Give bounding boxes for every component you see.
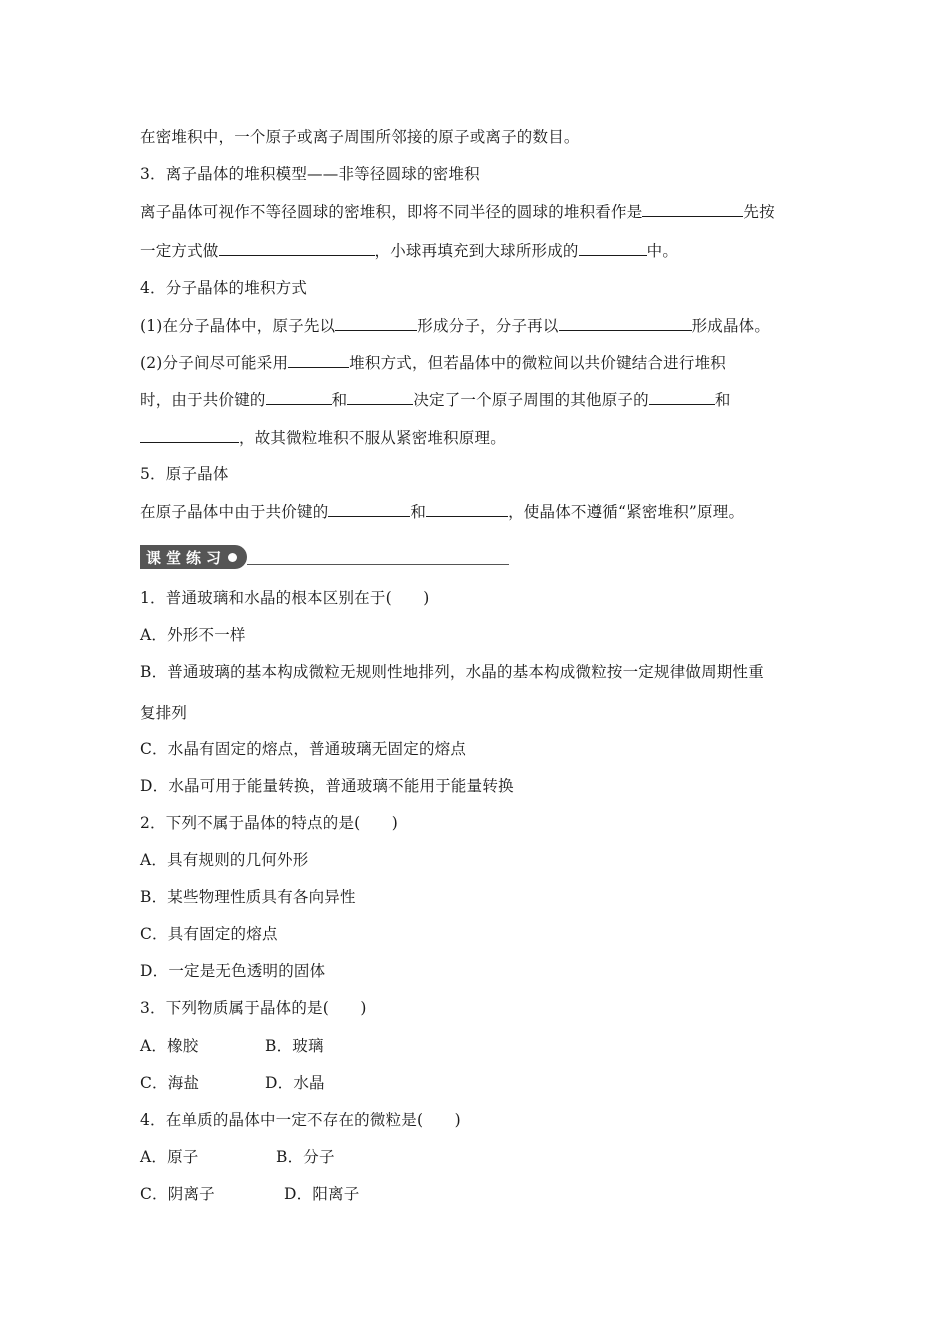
text: 堆积方式，但若晶体中的微粒间以共价键结合进行堆积 [349,354,726,372]
text: (1)在分子晶体中，原子先以 [140,317,336,335]
text-line [140,352,726,373]
section-banner [140,545,509,569]
text: ，小球再填充到大球所形成的 [374,242,579,260]
option-a[interactable]: A．原子 [140,1148,199,1166]
fill-blank[interactable] [347,389,413,405]
fill-blank[interactable] [642,201,743,217]
heading-atomic-crystal [140,464,229,484]
fill-blank[interactable] [335,315,417,331]
option-b[interactable]: B．玻璃 [265,1037,324,1055]
options-row [140,1147,335,1167]
text-line [140,240,678,261]
text: ，使晶体不遵循“紧密堆积”原理。 [508,503,745,521]
text: 离子晶体可视作不等径圆球的密堆积，即将不同半径的圆球的堆积看作是 [140,203,643,221]
text: 形成分子，分子再以 [417,317,559,335]
fill-blank[interactable] [559,315,692,331]
text: 3．离子晶体的堆积模型——非等径圆球的密堆积 [140,165,480,183]
fill-blank[interactable] [579,240,647,256]
options-row [140,1184,359,1204]
text: 和 [331,391,348,409]
option-c[interactable]: C．海盐 [140,1074,200,1092]
fill-blank[interactable] [219,240,375,256]
text-line [140,127,580,147]
question-text: 3．下列物质属于晶体的是( ) [140,999,367,1017]
option-text: C．水晶有固定的熔点，普通玻璃无固定的熔点 [140,740,467,758]
text: 中。 [646,242,679,260]
text: ，故其微粒堆积不服从紧密堆积原理。 [239,429,506,447]
section-rule [247,564,509,565]
fill-blank[interactable] [649,389,715,405]
section-title-box [140,545,247,569]
text: 4．分子晶体的堆积方式 [140,279,308,297]
fill-blank[interactable] [266,389,332,405]
question-2 [140,813,398,833]
question-text: 2．下列不属于晶体的特点的是( ) [140,814,399,832]
option-b-continued [140,703,187,723]
text: 先按 [743,203,775,221]
text: 5．原子晶体 [140,465,229,483]
fill-blank[interactable] [426,501,508,517]
fill-blank[interactable] [288,352,349,368]
question-3 [140,998,367,1018]
text: 和 [410,503,427,521]
bullet-dot-icon [228,553,237,562]
text-line [140,201,775,222]
text: 决定了一个原子周围的其他原子的 [413,391,649,409]
option-text: A．具有规则的几何外形 [140,851,309,869]
question-text: 1．普通玻璃和水晶的根本区别在于( ) [140,589,430,607]
text-line [140,501,744,522]
heading-ionic-crystal-packing [140,164,480,184]
section-title: 课堂练习 [146,548,227,567]
text: 时，由于共价键的 [140,391,266,409]
fill-blank[interactable] [140,427,239,443]
option-b[interactable]: B．分子 [276,1148,335,1166]
heading-molecular-crystal-packing [140,278,307,298]
text-line [140,389,731,410]
option-b[interactable] [140,887,356,907]
question-text: 4．在单质的晶体中一定不存在的微粒是( ) [140,1111,461,1129]
options-row [140,1073,325,1093]
option-c[interactable] [140,739,466,759]
text: (2)分子间尽可能采用 [140,354,289,372]
question-1 [140,588,429,608]
text: 和 [714,391,731,409]
text: 形成晶体。 [691,317,771,335]
text: 在原子晶体中由于共价键的 [140,503,329,521]
option-a[interactable] [140,850,308,870]
option-text: B．普通玻璃的基本构成微粒无规则性地排列，水晶的基本构成微粒按一定规律做周期性重 [140,663,764,681]
option-a[interactable]: A．橡胶 [140,1037,199,1055]
options-row [140,1036,324,1056]
option-text: A．外形不一样 [140,626,246,644]
fill-blank[interactable] [328,501,410,517]
option-b[interactable] [140,662,764,682]
question-4 [140,1110,461,1130]
text: 一定方式做 [140,242,219,260]
option-d[interactable]: D．水晶 [265,1074,325,1092]
option-text: 复排列 [140,704,188,722]
option-d[interactable] [140,961,325,981]
text-line [140,427,506,448]
option-d[interactable]: D．阳离子 [284,1185,360,1203]
option-a[interactable] [140,625,246,645]
option-c[interactable] [140,924,278,944]
option-c[interactable]: C．阴离子 [140,1185,215,1203]
option-text: D．水晶可用于能量转换，普通玻璃不能用于能量转换 [140,777,514,795]
option-d[interactable] [140,776,514,796]
option-text: C．具有固定的熔点 [140,925,278,943]
text-line [140,315,770,336]
text: 在密堆积中，一个原子或离子周围所邻接的原子或离子的数目。 [140,128,580,146]
option-text: D．一定是无色透明的固体 [140,962,326,980]
option-text: B．某些物理性质具有各向异性 [140,888,356,906]
